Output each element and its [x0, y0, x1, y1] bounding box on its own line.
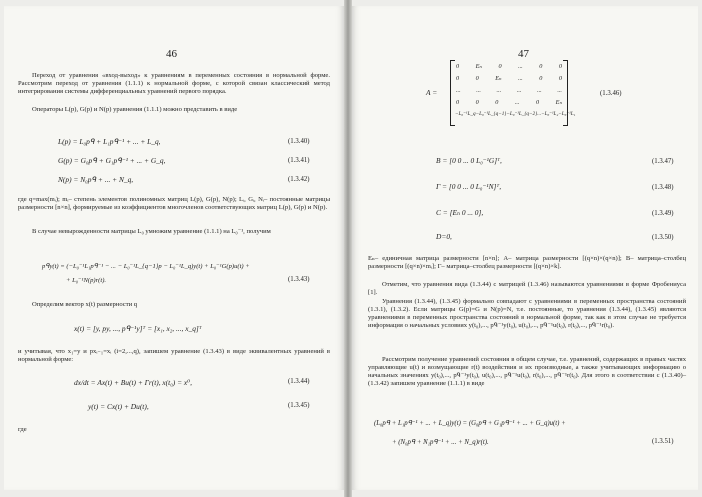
frobenius-paragraph: Отметим, что уравнения вида (1.3.44) с матрицей (1.3.46) называются уравнениями в форме Фробениуса [1]. [368, 281, 686, 297]
matrix-cell: 0 [475, 99, 479, 106]
equation-1-3-44: dx/dt = Ax(t) + Bu(t) + Γr(t), x(t₀) = x⁰, [74, 378, 192, 387]
equation-1-3-42: N(p) = N₀pᑫ + ... + N_q, [58, 175, 134, 184]
equation-number: (1.3.50) [652, 234, 674, 241]
equation-number: (1.3.43) [288, 276, 310, 283]
matrix-cell: ... [514, 99, 520, 106]
equation-number: (1.3.51) [652, 438, 674, 445]
matrix-cell: −L₀⁻¹L_{q−2} [506, 111, 538, 117]
equation-1-3-40: L(p) = L₀pᑫ + L₁pᑫ⁻¹ + ... + L_q, [58, 137, 161, 146]
equation-number: (1.3.42) [288, 176, 310, 183]
equation-1-3-48: Γ = [0 0 ... 0 L₀⁻¹N]ᵀ, [436, 182, 502, 191]
general-case-paragraph: Рассмотрим получение уравнений состояния в общем случае, т.е. уравнений, содержащих в правых частях управляющие u(t) и возмущающие r(t) воздействия и их производные, а также учитывающих информацию о начальных значениях y(t₀),..., pᑫ⁻¹y(t₀), u(t₀),..., pᑫ⁻¹u(t₀), r(t₀),..., pᑫ⁻¹r(t₀). Для этого в соответствии с (1.3.40)–(1.3.42) запишем уравнение (1.1.1) в виде [368, 356, 686, 388]
matrix-cell: 0 [456, 75, 460, 82]
equation-1-3-47: B = [0 0 ... 0 L₀⁻¹G]ᵀ, [436, 156, 502, 165]
page-number: 46 [166, 48, 177, 60]
equation-number: (1.3.40) [288, 138, 310, 145]
equation-number: (1.3.41) [288, 157, 310, 164]
en-paragraph: Eₙ– единичная матрица размерности [n×n]; A– матрица размерности [(q×n)×(q×n)]; B– матрица–столбец размерности [(q×n)×mᵢ]; Γ– матрица–столбец размерности [(q×n)×k]. [368, 255, 686, 271]
matrix-cell: Eₙ [495, 75, 502, 82]
equation-number: (1.3.48) [652, 184, 674, 191]
matrix-row [456, 99, 562, 106]
matrix-cell: 0 [539, 75, 543, 82]
page-number: 47 [518, 48, 529, 60]
equation-1-3-41: G(p) = G₀pᑫ + G₁pᑫ⁻¹ + ... + G_q, [58, 156, 166, 165]
matrix-row [456, 75, 562, 82]
matrix-row [456, 63, 562, 70]
matrix-cell: ... [456, 87, 461, 94]
matrix-cell: −L₀⁻¹L_q [455, 111, 476, 117]
matrix-cell: Eₙ [555, 99, 562, 106]
matrix-a [450, 60, 576, 124]
equation-number: (1.3.47) [652, 158, 674, 165]
matrix-cell: ... [518, 75, 523, 82]
matrix-cell: 0 [456, 99, 460, 106]
equation-1-3-49: C = [Eₙ 0 ... 0], [436, 208, 484, 217]
matrix-cell: 0 [536, 99, 540, 106]
equations-paragraph: Уравнения (1.3.44), (1.3.45) формально совпадают с уравнениями в переменных пространства состояний (1.3.1), (1.3.2). Если матрицы G(p)=G и N(p)=N, т.е. постоянные, то уравнения (1.3.44), (1.3.45) являются уравнениями в переменных пространства состояний в нормальной форме, так как в этом случае не требуется информация о начальных условиях y(t₀),..., pᑫ⁻¹y(t₀), u(t₀),..., pᑫ⁻¹u(t₀), r(t₀),..., pᑫ⁻¹r(t₀). [368, 298, 686, 330]
equation-1-3-51-line1: (L₀pᑫ + L₁pᑫ⁻¹ + ... + L_q)y(t) = (G₀pᑫ + G₁pᑫ⁻¹ + ... + G_q)u(t) + [374, 420, 566, 427]
matrix-cell: −L₀⁻¹L₁ [558, 111, 576, 117]
equation-1-3-51-line2: + (N₀pᑫ + N₁pᑫ⁻¹ + ... + N_q)r(t). [392, 439, 489, 446]
equation-1-3-50: D=0, [436, 232, 452, 241]
equation-1-3-45: y(t) = Cx(t) + Du(t), [88, 402, 149, 411]
book-gutter [344, 0, 352, 497]
equation-number: (1.3.44) [288, 378, 310, 385]
matrix-a-label: A = [426, 88, 438, 97]
matrix-cell: 0 [539, 63, 543, 70]
matrix-cell: Eₙ [475, 63, 482, 70]
matrix-cell: ... [516, 87, 522, 94]
section-intro: Переход от уравнения «вход-выход» к уравнениям в переменных состояния в нормальной форме. Рассмотрим переход от уравнения (1.1.1) к нормальной форме, с которой связан классический метод интегрирования системы дифференциальных уравнений первого порядка. [18, 72, 330, 96]
left-page [4, 6, 344, 490]
matrix-cell: 0 [558, 63, 562, 70]
vector-paragraph: Определим вектор x(t) размерности q [32, 301, 138, 308]
matrix-cell: ... [537, 111, 542, 117]
equation-number: (1.3.46) [600, 90, 622, 97]
matrix-cell: 0 [475, 75, 479, 82]
matrix-cell: ... [496, 87, 502, 94]
matrix-cell: ... [557, 87, 562, 94]
equation-number: (1.3.45) [288, 402, 310, 409]
matrix-cell: ... [476, 87, 481, 94]
operators-paragraph: Операторы L(p), G(p) и N(p) уравнения (1.1.1) можно представить в виде [32, 106, 238, 113]
equation-number: (1.3.49) [652, 210, 674, 217]
equation-1-3-43-line2: + L₀⁻¹N(p)r(t). [66, 277, 107, 284]
where-paragraph: где q=max(mᵢ); mᵢ– степень элементов полиномных матриц L(p), G(p), N(p); Lᵢ, Gᵢ, Nᵢ– постоянные матрицы размерности [n×n], формируемые из коэффициентов многочленов соответствующих матриц L(p), G(p) и N(p). [18, 196, 330, 212]
consider-paragraph: и учитывая, что x₁=y и pxᵢ₋₁=xᵢ (i=2,...,q), запишем уравнение (1.3.43) в виде эквивалентных уравнений в нормальной форме: [18, 348, 330, 364]
equation-state-vector: x(t) = [y, py, ..., pᑫ⁻¹y]ᵀ = [x₁, x₂, ..., x_q]ᵀ [74, 324, 202, 333]
matrix-cell: ... [518, 63, 523, 70]
matrix-cell: 0 [456, 63, 460, 70]
matrix-cell: 0 [558, 75, 562, 82]
matrix-row [455, 111, 576, 117]
right-page [352, 6, 698, 490]
where-label: где [18, 426, 27, 433]
matrix-row [456, 87, 562, 94]
matrix-cell: 0 [495, 99, 499, 106]
matrix-cell: 0 [498, 63, 502, 70]
nondegenerate-paragraph: В случае невырожденности матрицы L₀ умножим уравнение (1.1.1) на L₀⁻¹, получим [32, 228, 271, 235]
matrix-cell: ... [537, 87, 542, 94]
matrix-cell: −L₀⁻¹L_{q−1} [475, 111, 507, 117]
equation-1-3-43-line1: pᑫy(t) = (−L₀⁻¹L₁pᑫ⁻¹ − ... − L₀⁻¹L_{q−1}p − L₀⁻¹L_q)y(t) + L₀⁻¹G(p)u(t) + [42, 263, 250, 270]
matrix-cell: −L₀⁻¹L₂ [541, 111, 559, 117]
